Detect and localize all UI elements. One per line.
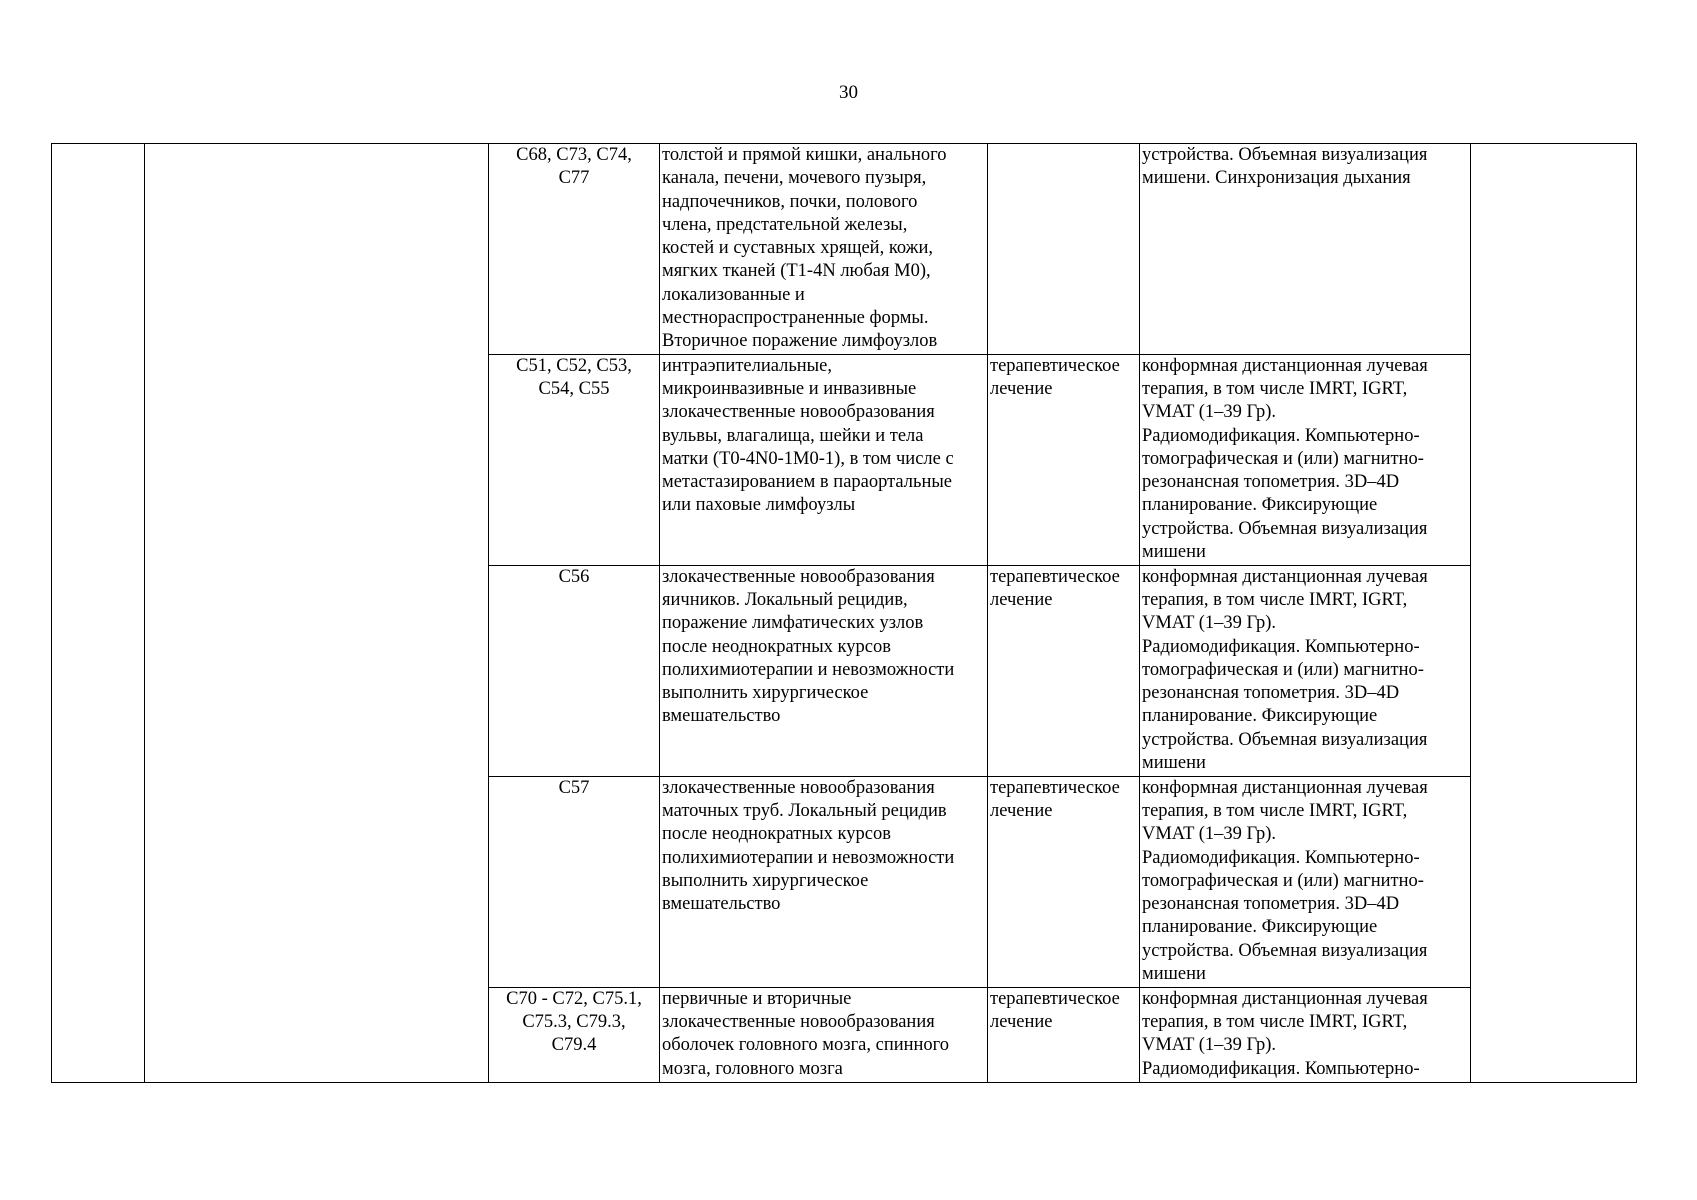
treatment-method-cell: конформная дистанционная лучевая терапия, в том числе IMRT, IGRT, VMAT (1–39 Гр). Радиомодификация. Компьютерно- томографическая и (или) магнитно- резонансная топометрия. 3D–4D планирование. Фиксирующие устройства. Объемная визуализация мишени xyxy=(1140,565,1471,776)
icd-codes-cell: C51, C52, C53, C54, C55 xyxy=(489,354,660,565)
page-number: 30 xyxy=(839,82,858,103)
icd-codes-cell: C57 xyxy=(489,776,660,987)
icd-codes-cell: C68, C73, C74, C77 xyxy=(489,144,660,355)
treatment-type-cell: терапевтическое лечение xyxy=(988,776,1140,987)
cost-cell xyxy=(1471,144,1637,1083)
index-cell xyxy=(52,144,145,1083)
treatment-method-cell: конформная дистанционная лучевая терапия, в том числе IMRT, IGRT, VMAT (1–39 Гр). Радиомодификация. Компьютерно- томографическая и (или) магнитно- резонансная топометрия. 3D–4D планирование. Фиксирующие устройства. Объемная визуализация мишени xyxy=(1140,354,1471,565)
treatment-type-cell: терапевтическое лечение xyxy=(988,987,1140,1082)
treatment-method-cell: конформная дистанционная лучевая терапия, в том числе IMRT, IGRT, VMAT (1–39 Гр). Радиомодификация. Компьютерно- xyxy=(1140,987,1471,1082)
icd-codes-cell: C70 - C72, C75.1, C75.3, C79.3, C79.4 xyxy=(489,987,660,1082)
table-row xyxy=(52,144,1637,355)
patient-model-cell: первичные и вторичные злокачественные новообразования оболочек головного мозга, спинного мозга, головного мозга xyxy=(660,987,988,1082)
patient-model-cell: интраэпителиальные, микроинвазивные и инвазивные злокачественные новообразования вульвы, влагалища, шейки и тела матки (T0-4N0-1M0-1), в том числе с метастазированием в параортальные или паховые лимфоузлы xyxy=(660,354,988,565)
patient-model-cell: злокачественные новообразования маточных труб. Локальный рецидив после неоднократных курсов полихимиотерапии и невозможности выполнить хирургическое вмешательство xyxy=(660,776,988,987)
medical-care-table xyxy=(51,143,1637,1083)
treatment-type-cell xyxy=(988,144,1140,355)
treatment-method-cell: устройства. Объемная визуализация мишени. Синхронизация дыхания xyxy=(1140,144,1471,355)
group-name-cell xyxy=(145,144,489,1083)
treatment-type-cell: терапевтическое лечение xyxy=(988,354,1140,565)
icd-codes-cell: C56 xyxy=(489,565,660,776)
patient-model-cell: толстой и прямой кишки, анального канала, печени, мочевого пузыря, надпочечников, почки, полового члена, предстательной железы, костей и суставных хрящей, кожи, мягких тканей (T1-4N любая M0), локализованные и местнораспространенные формы. Вторичное поражение лимфоузлов xyxy=(660,144,988,355)
patient-model-cell: злокачественные новообразования яичников. Локальный рецидив, поражение лимфатических узлов после неоднократных курсов полихимиотерапии и невозможности выполнить хирургическое вмешательство xyxy=(660,565,988,776)
treatment-type-cell: терапевтическое лечение xyxy=(988,565,1140,776)
treatment-method-cell: конформная дистанционная лучевая терапия, в том числе IMRT, IGRT, VMAT (1–39 Гр). Радиомодификация. Компьютерно- томографическая и (или) магнитно- резонансная топометрия. 3D–4D планирование. Фиксирующие устройства. Объемная визуализация мишени xyxy=(1140,776,1471,987)
